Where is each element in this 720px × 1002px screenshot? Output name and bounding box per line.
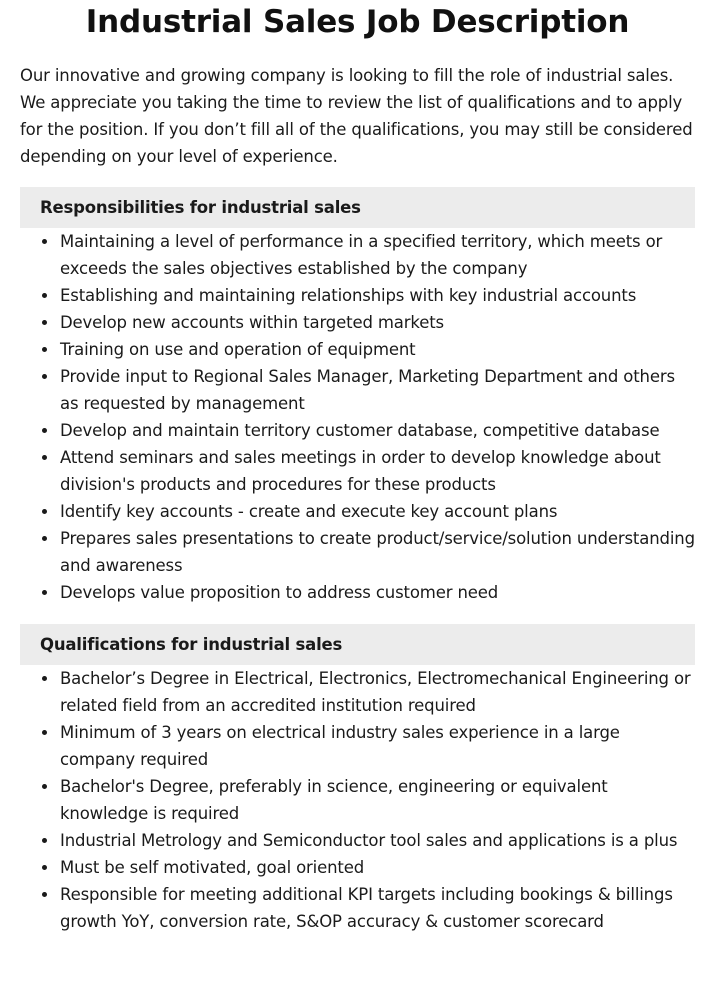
list-item: Bachelor's Degree, preferably in science, engineering or equivalent knowledge is required [20, 773, 695, 827]
list-item: Training on use and operation of equipment [20, 336, 695, 363]
list-item: Minimum of 3 years on electrical industry sales experience in a large company required [20, 719, 695, 773]
responsibilities-list [20, 228, 695, 606]
list-item: Bachelor’s Degree in Electrical, Electronics, Electromechanical Engineering or related field from an accredited institution required [20, 665, 695, 719]
list-item: Industrial Metrology and Semiconductor tool sales and applications is a plus [20, 827, 695, 854]
list-item: Develop new accounts within targeted markets [20, 309, 695, 336]
list-item: Develops value proposition to address customer need [20, 579, 695, 606]
list-item: Attend seminars and sales meetings in order to develop knowledge about division's products and procedures for these products [20, 444, 695, 498]
list-item: Maintaining a level of performance in a specified territory, which meets or exceeds the sales objectives established by the company [20, 228, 695, 282]
list-item: Responsible for meeting additional KPI targets including bookings & billings growth YoY, conversion rate, S&OP accuracy & customer scorecard [20, 881, 695, 935]
list-item: Identify key accounts - create and execute key account plans [20, 498, 695, 525]
list-item: Prepares sales presentations to create product/service/solution understanding and awareness [20, 525, 695, 579]
list-item: Must be self motivated, goal oriented [20, 854, 695, 881]
intro-paragraph: Our innovative and growing company is looking to fill the role of industrial sales. We appreciate you taking the time to review the list of qualifications and to apply for the position. If you don’t fill all of the qualifications, you may still be considered depending on your level of experience. [20, 66, 693, 166]
page-title: Industrial Sales Job Description [85, 4, 630, 40]
list-item: Develop and maintain territory customer database, competitive database [20, 417, 695, 444]
qualifications-list [20, 665, 695, 935]
list-item: Establishing and maintaining relationships with key industrial accounts [20, 282, 695, 309]
list-item: Provide input to Regional Sales Manager, Marketing Department and others as requested by management [20, 363, 695, 417]
qualifications-heading: Qualifications for industrial sales [20, 624, 695, 665]
responsibilities-heading: Responsibilities for industrial sales [20, 187, 695, 228]
